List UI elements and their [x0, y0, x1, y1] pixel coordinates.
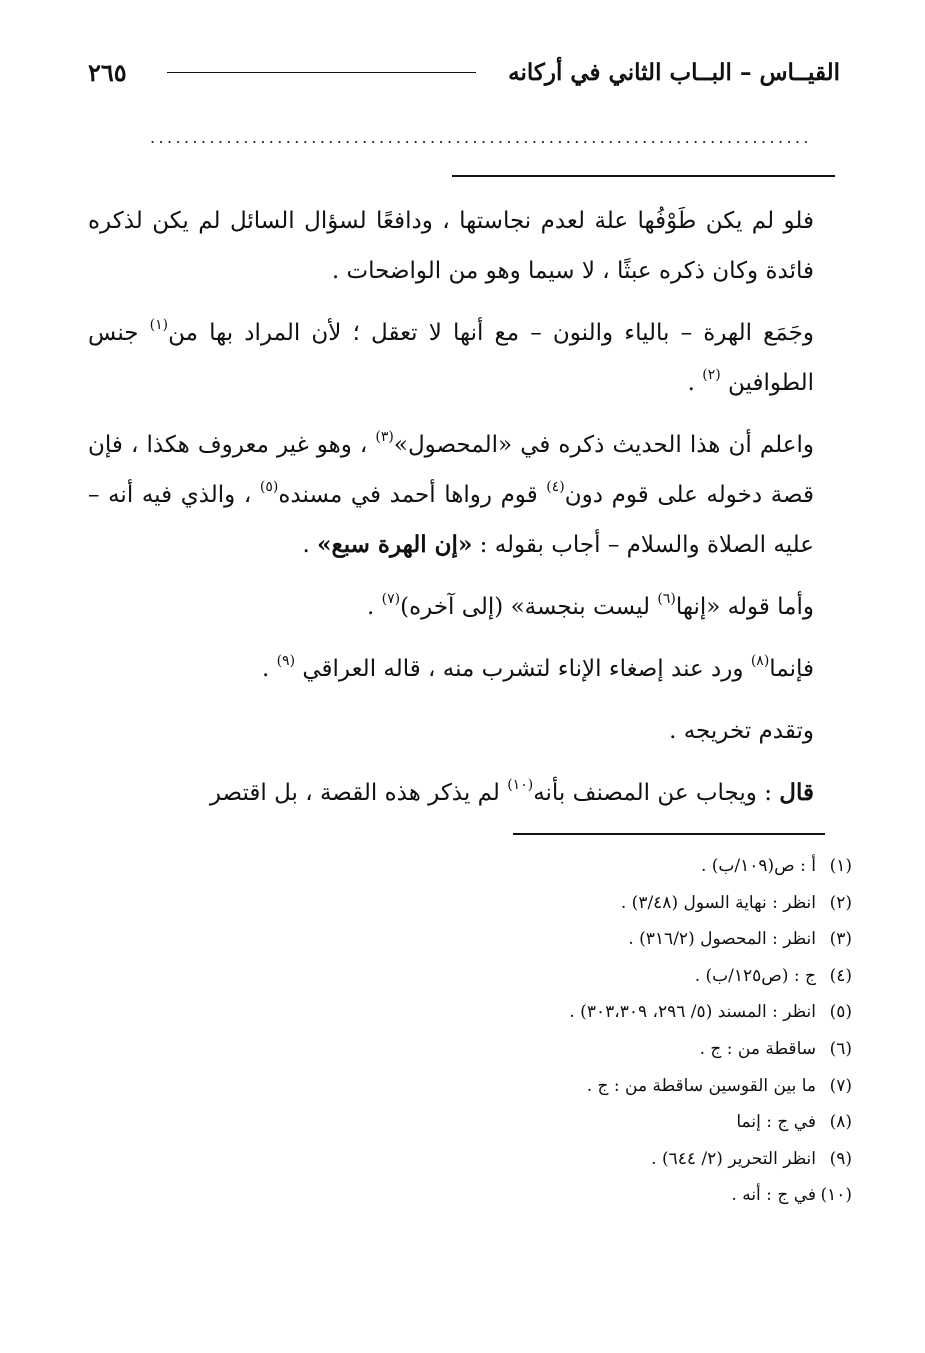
- footnote-item: [88, 848, 852, 885]
- footnote-item: [88, 994, 852, 1031]
- paragraph-text: : ويجاب عن المصنف بأنه: [533, 780, 780, 806]
- footnote-item: [88, 1141, 852, 1178]
- paragraph-text: .: [687, 370, 703, 396]
- paragraph-text: .: [302, 532, 318, 558]
- footnote-ref[interactable]: (١٠): [507, 777, 534, 793]
- paragraph-text: ليست بنجسة» (إلى آخره): [400, 594, 658, 620]
- paragraph-text: .: [261, 656, 277, 682]
- paragraph: [88, 196, 840, 296]
- footnote-number: (٥): [829, 1002, 852, 1023]
- footnote-number: (١): [829, 856, 852, 876]
- footnote-rule: [513, 833, 825, 835]
- main-text: [88, 196, 840, 818]
- footnote-ref[interactable]: (٧): [381, 591, 401, 607]
- footnote-number: (٣): [829, 929, 852, 950]
- paragraph-text: ، وهو غير معروف هكذا ، فإن قصة دخوله على قوم دون: [88, 432, 814, 508]
- footnote-number: (٦): [829, 1038, 852, 1059]
- footnote-ref[interactable]: (١): [149, 317, 169, 333]
- paragraph-text: لم يذكر هذه القصة ، بل اقتصر: [209, 780, 508, 806]
- paragraph: [88, 420, 840, 570]
- footnote-ref[interactable]: (٦): [657, 591, 676, 607]
- paragraph-text: فإنما: [769, 656, 814, 682]
- running-header: [88, 52, 840, 92]
- paragraph-text: ورد عند إصغاء الإناء لتشرب منه ، قاله العراقي: [295, 656, 751, 682]
- page-number: ٢٦٥: [88, 57, 127, 87]
- footnote-text: ج : (ص١٢٥/ب) .: [694, 965, 816, 986]
- paragraph-text: فلو لم يكن طَوْفُها علة لعدم نجاستها ، ودافعًا لسؤال السائل لم يكن لذكره فائدة وكان ذكره عبثًا ، لا سيما وهو من الواضحات .: [88, 208, 815, 284]
- footnote-number: (٨): [829, 1112, 852, 1133]
- footnote-item: [88, 958, 852, 995]
- footnotes: [88, 848, 852, 1214]
- footnote-ref[interactable]: (٨): [750, 653, 770, 669]
- footnote-text: في ج : إنما: [736, 1112, 816, 1133]
- footnote-text: ما بين القوسين ساقطة من : ج .: [586, 1075, 816, 1096]
- footnote-ref[interactable]: (٥): [259, 479, 279, 495]
- footnote-text: انظر التحرير (٢/ ٦٤٤) .: [651, 1148, 816, 1169]
- footnote-number: (٩): [829, 1148, 852, 1169]
- paragraph: [88, 644, 840, 694]
- footnote-number: (٤): [829, 965, 852, 986]
- paragraph-text: واعلم أن هذا الحديث ذكره في «المحصول»: [393, 432, 814, 458]
- qala-label: قال: [779, 779, 814, 806]
- footnote-text: انظر : المحصول (٣١٦/٢) .: [628, 929, 816, 950]
- footnote-number: (٧): [829, 1075, 852, 1096]
- paragraph-text: وجَمَع الهرة – بالياء والنون – مع أنها لا تعقل ؛ لأن المراد بها من: [168, 320, 814, 346]
- hadith-quote: «إن الهرة سبع»: [317, 531, 473, 558]
- paragraph-text: جنس الطوافين: [88, 320, 814, 396]
- paragraph: [88, 582, 840, 632]
- section-rule: [452, 175, 835, 177]
- footnote-number: (٢): [829, 892, 852, 913]
- footnote-ref[interactable]: (٩): [276, 653, 296, 669]
- paragraph-text: قوم رواها أحمد في مسنده: [278, 482, 547, 508]
- paragraph: [88, 308, 840, 408]
- footnote-item: [88, 885, 852, 922]
- paragraph-text: وتقدم تخريجه .: [669, 718, 814, 744]
- header-rule: [167, 72, 477, 73]
- footnote-ref[interactable]: (٤): [546, 479, 565, 495]
- paragraph: [88, 706, 840, 756]
- footnote-item: [88, 921, 852, 958]
- footnote-item: [88, 1177, 852, 1214]
- running-title: القيــاس – البــاب الثاني في أركانه: [508, 58, 840, 86]
- dotted-separator: [150, 128, 810, 147]
- footnote-ref[interactable]: (٣): [375, 429, 394, 445]
- footnote-ref[interactable]: (٢): [702, 367, 721, 383]
- paragraph-text: ، والذي فيه أنه – عليه الصلاة والسلام – أجاب بقوله :: [88, 482, 814, 558]
- footnote-item: [88, 1104, 852, 1141]
- footnote-item: [88, 1031, 852, 1068]
- paragraph-text: وأما قوله «إنها: [675, 594, 814, 620]
- footnote-item: [88, 1068, 852, 1105]
- footnote-number: (١٠): [820, 1185, 852, 1206]
- footnote-text: ساقطة من : ج .: [699, 1038, 816, 1059]
- paragraph: [88, 768, 840, 818]
- footnote-text: انظر : المسند (٥/ ٢٩٦، ٣٠٣،٣٠٩) .: [569, 1002, 816, 1023]
- footnote-text: انظر : نهاية السول (٣/٤٨) .: [620, 892, 816, 913]
- footnote-text: في ج : أنه .: [731, 1185, 816, 1206]
- footnote-text: أ : ص(١٠٩/ب) .: [700, 856, 816, 876]
- paragraph-text: .: [367, 594, 382, 620]
